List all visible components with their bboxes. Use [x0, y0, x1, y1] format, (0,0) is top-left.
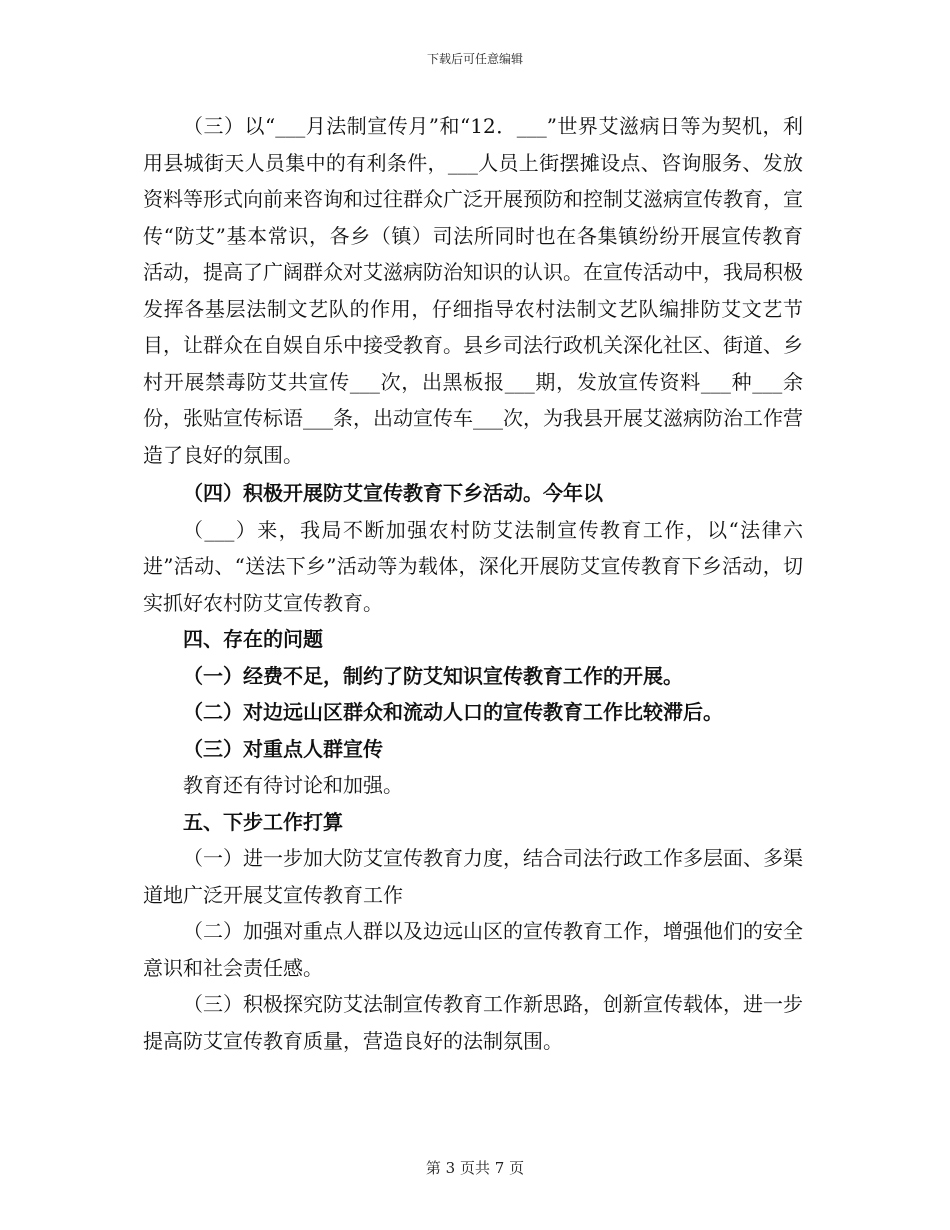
problem-item-funding: （一）经费不足，制约了防艾知识宣传教育工作的开展。 [183, 663, 683, 688]
problem-item-key-groups: （三）对重点人群宣传 [183, 736, 383, 761]
problem-item-key-groups-continued: 教育还有待讨论和加强。 [183, 773, 403, 797]
heading-rural-activities: （四）积极开展防艾宣传教育下乡活动。今年以 [183, 481, 603, 505]
next-step-item-2: （二）加强对重点人群以及边远山区的宣传教育工作，增强他们的安全意识和社会责任感。 [143, 919, 803, 980]
document-body [143, 108, 803, 1059]
problem-item-remote-areas: （二）对边远山区群众和流动人口的宣传教育工作比较滞后。 [183, 700, 723, 724]
paragraph-publicity-month: （三）以“___月法制宣传月”和“12．___”世界艾滋病日等为契机，利用县城街天人员集中的有利条件，___人员上街摆摊设点、咨询服务、发放资料等形式向前来咨询和过往群众广泛开展预防和控制艾滋病宣传教育，宣传“防艾”基本常识，各乡（镇）司法所同时也在各集镇纷纷开展宣传教育活动，提高了广阔群众对艾滋病防治知识的认识。在宣传活动中，我局积极发挥各基层法制文艺队的作用，仔细指导农村法制文艺队编排防艾文艺节目，让群众在自娱自乐中接受教育。县乡司法行政机关深化社区、街道、乡村开展禁毒防艾共宣传___次，出黑板报___期，发放宣传资料___种___余份，张贴宣传标语___条，出动宣传车___次，为我县开展艾滋病防治工作营造了良好的氛围。 [143, 114, 803, 467]
next-step-item-1: （一）进一步加大防艾宣传教育力度，结合司法行政工作多层面、多渠道地广泛开展艾宣传教育工作 [143, 846, 803, 907]
section-heading-problems: 四、存在的问题 [183, 627, 323, 651]
page-header: 下载后可任意编辑 [426, 52, 523, 66]
section-heading-next-steps: 五、下步工作打算 [183, 809, 343, 834]
next-step-item-3: （三）积极探究防艾法制宣传教育工作新思路，创新宣传载体，进一步提高防艾宣传教育质量，营造良好的法制氛围。 [143, 992, 803, 1053]
page-number: 第 3 页共 7 页 [425, 1159, 525, 1177]
paragraph-rural-activities: （___）来，我局不断加强农村防艾法制宣传教育工作，以“法律六进”活动、“送法下乡”活动等为载体，深化开展防艾宣传教育下乡活动，切实抓好农村防艾宣传教育。 [143, 517, 803, 615]
